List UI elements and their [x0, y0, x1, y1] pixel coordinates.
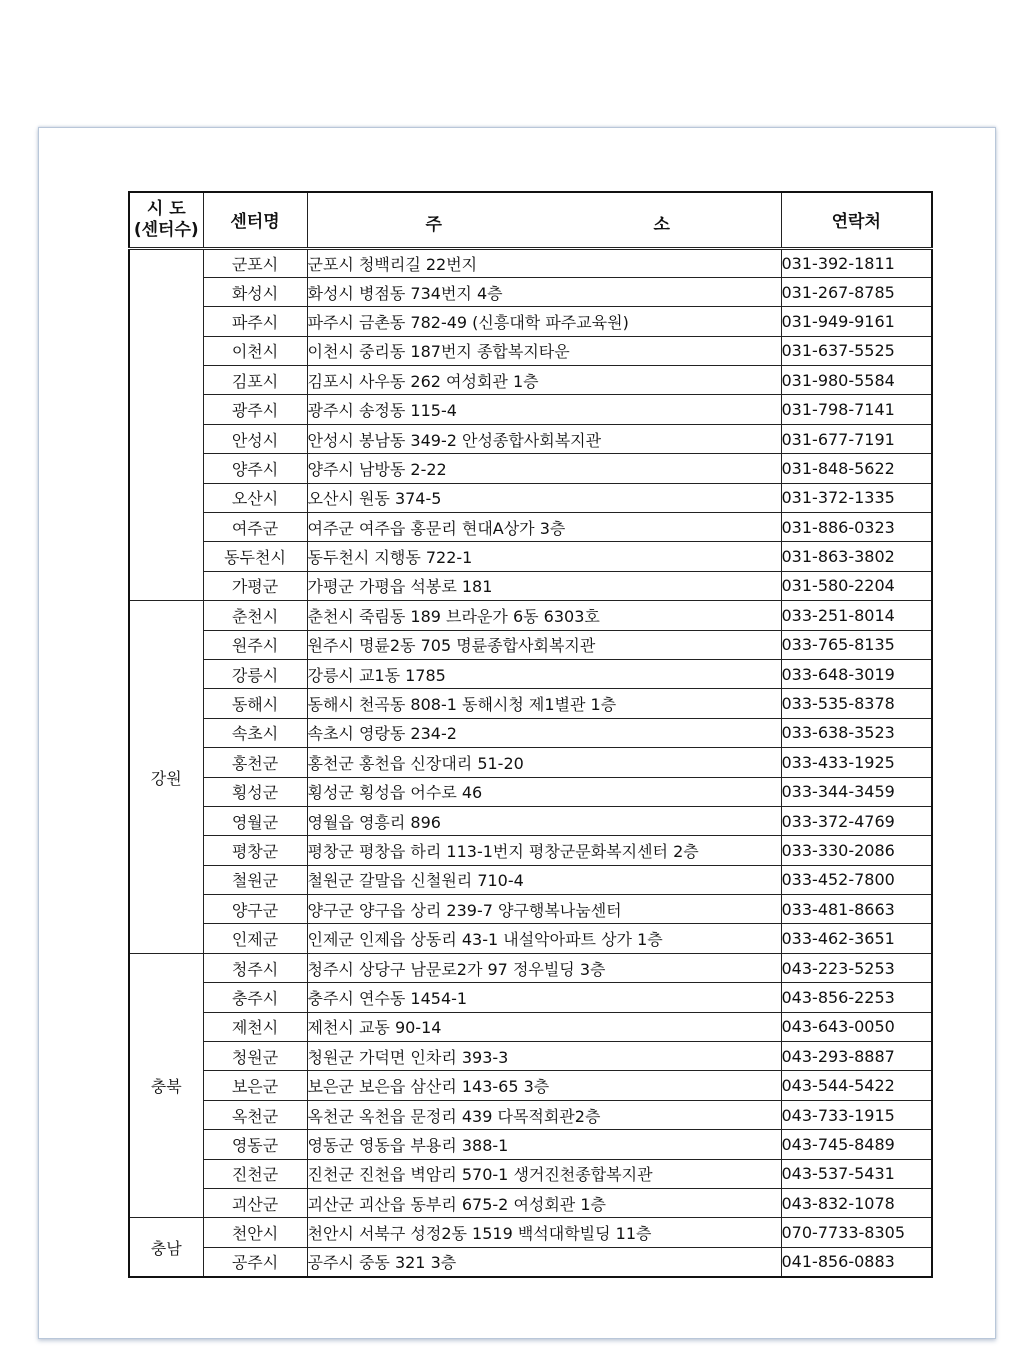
center-name-cell: 횡성군 — [203, 777, 307, 806]
center-name-cell: 홍천군 — [203, 748, 307, 777]
address-cell: 양주시 남방동 2-22 — [307, 454, 781, 483]
region-cell — [129, 248, 203, 601]
phone-cell: 031-886-0323 — [781, 513, 932, 542]
phone-cell: 043-537-5431 — [781, 1159, 932, 1188]
table-row — [129, 806, 932, 835]
phone-cell: 033-648-3019 — [781, 659, 932, 688]
phone-cell: 031-267-8785 — [781, 277, 932, 306]
table-row — [129, 1189, 932, 1218]
phone-cell: 033-251-8014 — [781, 601, 932, 630]
address-cell: 청주시 상당구 남문로2가 97 정우빌딩 3층 — [307, 953, 781, 982]
center-name-cell: 가평군 — [203, 571, 307, 600]
address-cell: 횡성군 횡성읍 어수로 46 — [307, 777, 781, 806]
table-row — [129, 1042, 932, 1071]
phone-cell: 043-745-8489 — [781, 1130, 932, 1159]
table-row — [129, 366, 932, 395]
phone-cell: 033-535-8378 — [781, 689, 932, 718]
table-row — [129, 777, 932, 806]
center-name-cell: 속초시 — [203, 718, 307, 747]
table-row — [129, 542, 932, 571]
address-cell: 군포시 청백리길 22번지 — [307, 248, 781, 277]
header-center-name: 센터명 — [203, 192, 307, 248]
phone-cell: 043-223-5253 — [781, 953, 932, 982]
address-cell: 옥천군 옥천읍 문정리 439 다목적회관2층 — [307, 1100, 781, 1129]
address-cell: 천안시 서북구 성정2동 1519 백석대학빌딩 11층 — [307, 1218, 781, 1247]
address-cell: 청원군 가덕면 인차리 393-3 — [307, 1042, 781, 1071]
phone-cell: 031-677-7191 — [781, 424, 932, 453]
table-row — [129, 924, 932, 953]
address-cell: 안성시 봉남동 349-2 안성종합사회복지관 — [307, 424, 781, 453]
center-name-cell: 철원군 — [203, 865, 307, 894]
table-row — [129, 836, 932, 865]
table-row — [129, 1159, 932, 1188]
address-cell: 동해시 천곡동 808-1 동해시청 제1별관 1층 — [307, 689, 781, 718]
center-name-cell: 김포시 — [203, 366, 307, 395]
center-name-cell: 공주시 — [203, 1247, 307, 1276]
center-name-cell: 여주군 — [203, 513, 307, 542]
phone-cell: 031-980-5584 — [781, 366, 932, 395]
center-name-cell: 청주시 — [203, 953, 307, 982]
center-name-cell: 진천군 — [203, 1159, 307, 1188]
center-name-cell: 화성시 — [203, 277, 307, 306]
address-cell: 괴산군 괴산읍 동부리 675-2 여성회관 1층 — [307, 1189, 781, 1218]
phone-cell: 033-462-3651 — [781, 924, 932, 953]
table-row — [129, 718, 932, 747]
table-row — [129, 483, 932, 512]
phone-cell: 033-765-8135 — [781, 630, 932, 659]
table-row — [129, 454, 932, 483]
address-cell: 오산시 원동 374-5 — [307, 483, 781, 512]
address-cell: 강릉시 교1동 1785 — [307, 659, 781, 688]
table-header — [129, 192, 932, 248]
phone-cell: 031-949-9161 — [781, 307, 932, 336]
phone-cell: 033-372-4769 — [781, 806, 932, 835]
table-row — [129, 395, 932, 424]
center-name-cell: 안성시 — [203, 424, 307, 453]
center-name-cell: 파주시 — [203, 307, 307, 336]
center-name-cell: 동해시 — [203, 689, 307, 718]
address-cell: 속초시 영랑동 234-2 — [307, 718, 781, 747]
phone-cell: 031-863-3802 — [781, 542, 932, 571]
header-region — [129, 192, 203, 248]
table-row — [129, 336, 932, 365]
table-row — [129, 865, 932, 894]
center-name-cell: 평창군 — [203, 836, 307, 865]
phone-cell: 033-481-8663 — [781, 895, 932, 924]
center-name-cell: 양주시 — [203, 454, 307, 483]
phone-cell: 033-344-3459 — [781, 777, 932, 806]
phone-cell: 031-372-1335 — [781, 483, 932, 512]
phone-cell: 043-832-1078 — [781, 1189, 932, 1218]
address-cell: 철원군 갈말읍 신철원리 710-4 — [307, 865, 781, 894]
center-name-cell: 동두천시 — [203, 542, 307, 571]
table-body — [129, 248, 932, 1277]
center-name-cell: 천안시 — [203, 1218, 307, 1247]
phone-cell: 031-392-1811 — [781, 248, 932, 277]
address-cell: 김포시 사우동 262 여성회관 1층 — [307, 366, 781, 395]
address-cell: 평창군 평창읍 하리 113-1번지 평창군문화복지센터 2층 — [307, 836, 781, 865]
table-row — [129, 748, 932, 777]
center-name-cell: 인제군 — [203, 924, 307, 953]
table-row — [129, 1071, 932, 1100]
phone-cell: 033-330-2086 — [781, 836, 932, 865]
phone-cell: 043-544-5422 — [781, 1071, 932, 1100]
center-name-cell: 춘천시 — [203, 601, 307, 630]
table-row — [129, 571, 932, 600]
table-row — [129, 895, 932, 924]
center-name-cell: 옥천군 — [203, 1100, 307, 1129]
phone-cell: 043-293-8887 — [781, 1042, 932, 1071]
phone-cell: 031-580-2204 — [781, 571, 932, 600]
phone-cell: 033-638-3523 — [781, 718, 932, 747]
address-cell: 영동군 영동읍 부용리 388-1 — [307, 1130, 781, 1159]
center-name-cell: 충주시 — [203, 983, 307, 1012]
address-cell: 광주시 송정동 115-4 — [307, 395, 781, 424]
phone-cell: 031-637-5525 — [781, 336, 932, 365]
address-cell: 인제군 인제읍 상동리 43-1 내설악아파트 상가 1층 — [307, 924, 781, 953]
table-row — [129, 630, 932, 659]
center-name-cell: 영월군 — [203, 806, 307, 835]
table-row — [129, 1218, 932, 1247]
center-name-cell: 이천시 — [203, 336, 307, 365]
table-row — [129, 983, 932, 1012]
table-row — [129, 689, 932, 718]
center-name-cell: 광주시 — [203, 395, 307, 424]
table-row — [129, 307, 932, 336]
center-name-cell: 군포시 — [203, 248, 307, 277]
address-cell: 홍천군 홍천읍 신장대리 51-20 — [307, 748, 781, 777]
address-cell: 보은군 보은읍 삼산리 143-65 3층 — [307, 1071, 781, 1100]
table-row — [129, 953, 932, 982]
center-name-cell: 양구군 — [203, 895, 307, 924]
phone-cell: 041-856-0883 — [781, 1247, 932, 1276]
table-row — [129, 277, 932, 306]
center-name-cell: 원주시 — [203, 630, 307, 659]
table-row — [129, 513, 932, 542]
phone-cell: 043-643-0050 — [781, 1012, 932, 1041]
address-cell: 가평군 가평읍 석봉로 181 — [307, 571, 781, 600]
table-row — [129, 601, 932, 630]
phone-cell: 033-452-7800 — [781, 865, 932, 894]
center-name-cell: 제천시 — [203, 1012, 307, 1041]
phone-cell: 033-433-1925 — [781, 748, 932, 777]
center-name-cell: 강릉시 — [203, 659, 307, 688]
center-name-cell: 보은군 — [203, 1071, 307, 1100]
table-row — [129, 1100, 932, 1129]
address-cell: 동두천시 지행동 722-1 — [307, 542, 781, 571]
phone-cell: 070-7733-8305 — [781, 1218, 932, 1247]
center-name-cell: 영동군 — [203, 1130, 307, 1159]
region-cell: 충남 — [129, 1218, 203, 1277]
center-directory-table — [128, 191, 933, 1278]
phone-cell: 031-848-5622 — [781, 454, 932, 483]
region-cell: 강원 — [129, 601, 203, 954]
address-cell: 충주시 연수동 1454-1 — [307, 983, 781, 1012]
center-name-cell: 오산시 — [203, 483, 307, 512]
address-cell: 진천군 진천읍 벽암리 570-1 생거진천종합복지관 — [307, 1159, 781, 1188]
table-row — [129, 1247, 932, 1276]
address-cell: 파주시 금촌동 782-49 (신흥대학 파주교육원) — [307, 307, 781, 336]
phone-cell: 043-856-2253 — [781, 983, 932, 1012]
address-cell: 공주시 중동 321 3층 — [307, 1247, 781, 1276]
phone-cell: 031-798-7141 — [781, 395, 932, 424]
address-cell: 화성시 병점동 734번지 4층 — [307, 277, 781, 306]
address-cell: 이천시 중리동 187번지 종합복지타운 — [307, 336, 781, 365]
address-cell: 제천시 교동 90-14 — [307, 1012, 781, 1041]
address-cell: 여주군 여주읍 홍문리 현대A상가 3층 — [307, 513, 781, 542]
header-address-part1: 주 — [425, 215, 442, 235]
header-region-line1: 시 도 — [146, 198, 186, 219]
address-cell: 원주시 명륜2동 705 명륜종합사회복지관 — [307, 630, 781, 659]
header-address — [307, 192, 781, 248]
header-region-line2: (센터수) — [133, 219, 199, 240]
table-row — [129, 1012, 932, 1041]
address-cell: 영월읍 영흥리 896 — [307, 806, 781, 835]
header-address-part2: 소 — [653, 215, 670, 235]
table-row — [129, 659, 932, 688]
center-name-cell: 청원군 — [203, 1042, 307, 1071]
address-cell: 양구군 양구읍 상리 239-7 양구행복나눔센터 — [307, 895, 781, 924]
center-name-cell: 괴산군 — [203, 1189, 307, 1218]
table-row — [129, 424, 932, 453]
phone-cell: 043-733-1915 — [781, 1100, 932, 1129]
table-row — [129, 248, 932, 277]
region-cell: 충북 — [129, 953, 203, 1218]
table-row — [129, 1130, 932, 1159]
header-contact: 연락처 — [781, 192, 932, 248]
address-cell: 춘천시 죽림동 189 브라운가 6동 6303호 — [307, 601, 781, 630]
